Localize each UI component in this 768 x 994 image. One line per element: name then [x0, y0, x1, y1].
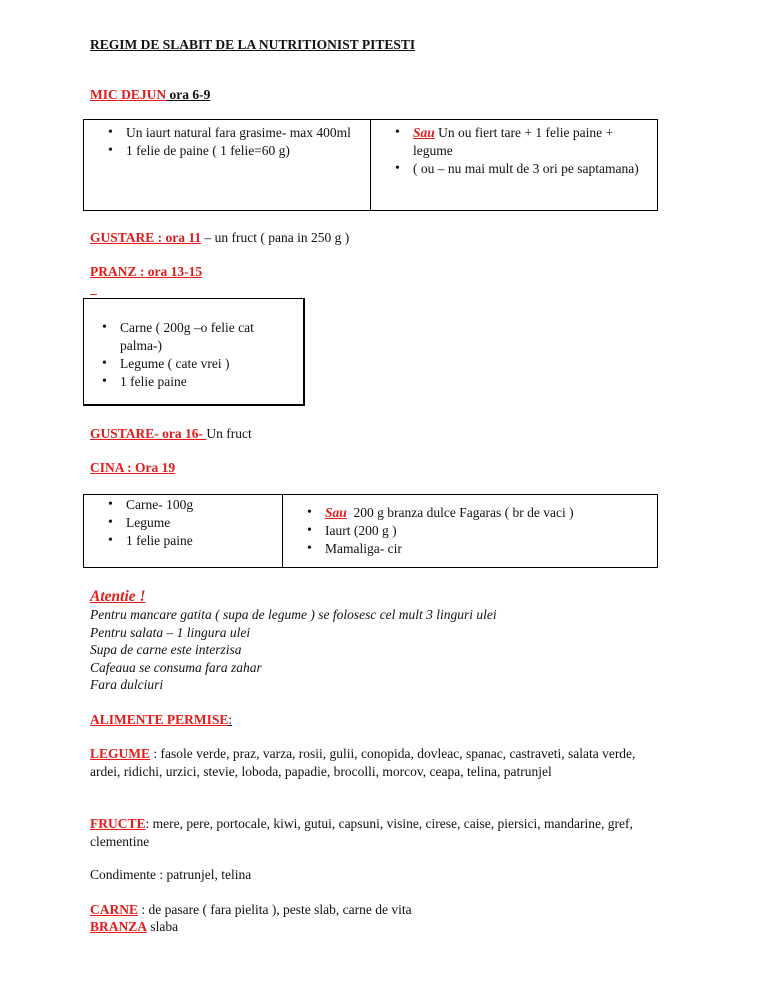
pranz-mark: _ [90, 281, 97, 296]
note-line: Pentru salata – 1 lingura ulei [90, 624, 251, 640]
cina-right-cell [283, 495, 658, 568]
carne-label: CARNE [90, 902, 139, 917]
mic-dejun-label: MIC DEJUN [90, 87, 167, 102]
mic-dejun-time: ora 6-9 [166, 87, 211, 102]
list-item: • 1 felie de paine ( 1 felie=60 g) [90, 142, 364, 160]
gustare-1-heading: GUSTARE : ora 11 [90, 230, 202, 245]
fructe-label: FRUCTE [90, 816, 146, 831]
list-item: • Un iaurt natural fara grasime- max 400ml [90, 124, 364, 142]
gustare-2-line [90, 426, 252, 442]
mic-dejun-right-cell [371, 120, 658, 211]
branza-label: BRANZA [90, 919, 148, 934]
fructe-paragraph [90, 815, 650, 851]
carne-text: : de pasare ( fara pielita ), peste slab, carne de vita [138, 902, 412, 917]
list-item: • 1 felie paine [90, 532, 276, 550]
mic-dejun-heading [90, 87, 210, 103]
document-title: REGIM DE SLABIT DE LA NUTRITIONIST PITESTI [90, 37, 416, 52]
branza-text: slaba [147, 919, 179, 934]
gustare-1-line [90, 230, 349, 246]
list-item: • Legume [90, 514, 276, 532]
cina-heading: CINA : Ora 19 [90, 460, 176, 475]
list-item [289, 504, 651, 522]
note-line: Pentru mancare gatita ( supa de legume ) se folosesc cel mult 3 linguri ulei [90, 607, 497, 622]
branza-line [90, 919, 178, 935]
note-line: Supa de carne este interzisa [90, 642, 242, 657]
gustare-2-text: Un fruct [206, 426, 252, 441]
note-line: Fara dulciuri [90, 677, 164, 692]
gustare-2-heading: GUSTARE- ora 16- [90, 426, 207, 441]
mic-dejun-left-cell [84, 120, 371, 211]
atentie-notes [90, 606, 650, 694]
fructe-text: : mere, pere, portocale, kiwi, gutui, capsuni, visine, cirese, caise, piersici, mandarine, gref, clementine [90, 816, 633, 849]
sau-label: Sau [325, 505, 347, 520]
condimente-line: Condimente : patrunjel, telina [90, 867, 252, 882]
alimente-colon: : [228, 712, 233, 727]
list-item: • Carne ( 200g –o felie cat palma-) [84, 319, 284, 355]
list-item-text: Un ou fiert tare + 1 felie paine + legume [413, 125, 614, 158]
gustare-1-text: – un fruct ( pana in 250 g ) [201, 230, 350, 245]
pranz-heading: PRANZ : ora 13-15 [90, 264, 203, 279]
list-item: • ( ou – nu mai mult de 3 ori pe saptamana) [377, 160, 651, 178]
list-item: • Carne- 100g [90, 496, 276, 514]
list-item: • Mamaliga- cir [289, 540, 651, 558]
mic-dejun-table [83, 119, 658, 211]
cina-table [83, 494, 658, 568]
pranz-box [83, 298, 305, 406]
list-item: • 1 felie paine [84, 373, 284, 391]
alimente-heading-line [90, 712, 232, 728]
list-item: • Legume ( cate vrei ) [84, 355, 284, 373]
legume-text: : fasole verde, praz, varza, rosii, gulii, conopida, dovleac, spanac, castraveti, salata verde, ardei, ridichi, urzici, stevie, loboda, papadie, brocolli, morcov, ceapa, telina, patrunjel [90, 746, 636, 779]
list-item-text: 200 g branza dulce Fagaras ( br de vaci ) [353, 505, 574, 520]
legume-label: LEGUME [90, 746, 151, 761]
legume-paragraph [90, 745, 650, 781]
carne-line [90, 902, 412, 918]
list-item: • Iaurt (200 g ) [289, 522, 651, 540]
alimente-heading: ALIMENTE PERMISE [90, 712, 229, 727]
atentie-heading: Atentie ! [90, 588, 146, 605]
cina-left-cell [84, 495, 283, 568]
note-line: Cafeaua se consuma fara zahar [90, 659, 262, 675]
list-item [377, 124, 651, 160]
sau-label: Sau [413, 125, 435, 140]
